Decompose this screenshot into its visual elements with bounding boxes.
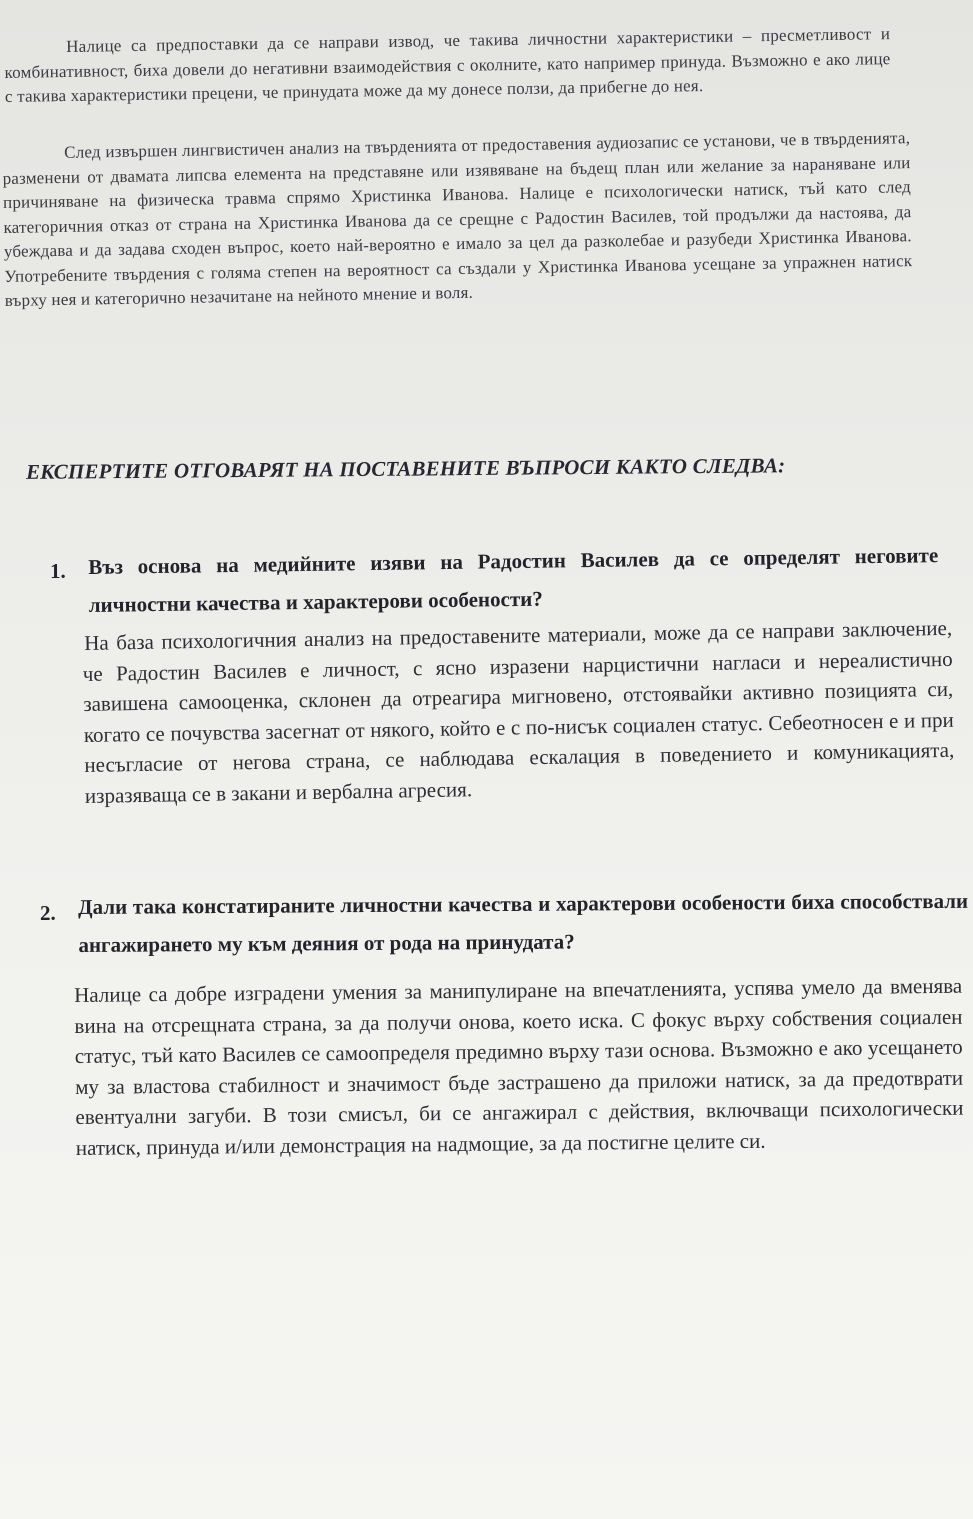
intro-paragraph-1: Налице са предпоставки да се направи извод, че такива личностни характеристики – пресметливост и комбинативност, биха довели до негативни взаимодействия с околните, като например принуда. Възможно е ако лице с такива характеристики прецени, че принудата може да му донесе ползи, да прибегне до нея. — [4, 24, 891, 106]
section-heading: ЕКСПЕРТИТЕ ОТГОВАРЯТ НА ПОСТАВЕНИТЕ ВЪПРОСИ КАКТО СЛЕДВА: — [25, 453, 786, 484]
answer-1-text: На база психологичния анализ на предоставените материали, може да се направи заключение, че Радостин Василев е личност, с ясно изразени нарцистични нагласи и нереалистично завишена самооценка, склонен да отреагира мигновено, отстоявайки активно позицията си, когато се почувства засегнат от някого, който е с по-нисък социален статус. Себеотносен е и при несъгласие от негова страна, се наблюдава ескалация в поведението и комуникацията, изразяваща се в закани и вербална агресия. — [82, 615, 955, 808]
question-1-number: 1. — [50, 559, 66, 583]
question-2-text: Дали така констатираните личностни качества и характерови особености биха способствали ангажирането му към деяния от рода на принудата? — [78, 888, 969, 957]
intro-paragraph-2: След извършен лингвистичен анализ на твърденията от предоставения аудиозапис се установи, че в твърденията, разменени от двамата липсва елемента на представяне или изявяване на бъдещ план или желание за нараняване или причиняване на физическа травма спрямо Христинка Иванова. Налице е психологически натиск, тъй като след категоричния отказ от страна на Христинка Иванова да се срещне с Радостин Василев, той продължи да настоява, да убеждава и да задава сходен въпрос, което най-вероятно е имало за цел да разколебае и разубеди Христинка Иванова. Употребените твърдения с голяма степен на вероятност са създали у Христинка Иванова усещане за упражнен натиск върху нея и категорично незачитане на нейното мнение и воля. — [2, 128, 913, 310]
question-2-number: 2. — [40, 901, 56, 925]
question-1-text: Въз основа на медийните изяви на Радостин Василев да се определят неговите личностни качества и характерови особености? — [88, 543, 939, 617]
answer-2-text: Налице са добре изградени умения за манипулиране на впечатленията, успява умело да вменява вина на отсрещната страна, за да получи онова, което иска. С фокус върху собствения социален статус, тъй като Василев се самоопределя предимно върху тази основа. Възможно е ако усещането му за властова стабилност и значимост бъде застрашено да приложи натиск, за да предотврати евентуални загуби. В този смисъл, би се ангажирал с действия, включващи психологически натиск, принуда и/или демонстрация на надмощие, за да постигне целите си. — [74, 973, 964, 1160]
